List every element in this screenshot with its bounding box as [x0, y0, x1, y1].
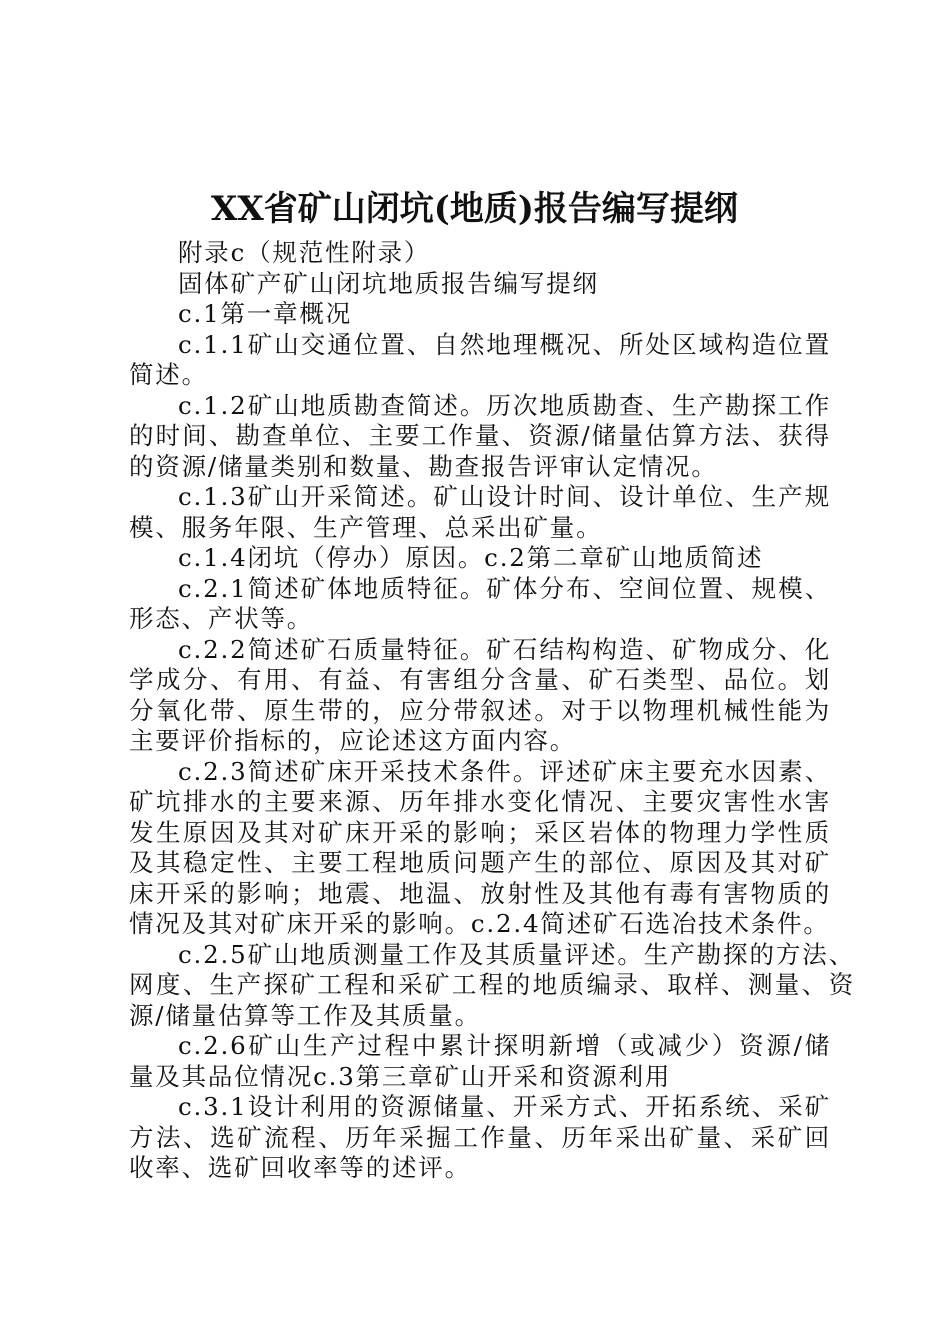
section-c-2-2: c.2.2简述矿石质量特征。矿石结构构造、矿物成分、化学成分、有用、有益、有害组分含量、矿石类型、品位。划分氧化带、原生带的，应分带叙述。对于以物理机械性能为主要评价指标的，应论述这方面内容。	[129, 634, 831, 755]
section-c-2-5: c.2.5矿山地质测量工作及其质量评述。生产勘探的方法、网度、生产探矿工程和采矿工程的地质编录、取样、测量、资源/储量估算等工作及其质量。	[129, 939, 855, 1030]
section-c-2-6: c.2.6矿山生产过程中累计探明新增（或减少）资源/储量及其品位情况c.3第三章矿山开采和资源利用	[129, 1031, 831, 1091]
section-c-2-1: c.2.1简述矿体地质特征。矿体分布、空间位置、规模、形态、产状等。	[129, 573, 831, 633]
chapter-1-heading: c.1第一章概况	[178, 299, 352, 328]
section-c-2-3: c.2.3简述矿床开采技术条件。评述矿床主要充水因素、矿坑排水的主要来源、历年排水变化情况、主要灾害性水害发生原因及其对矿床开采的影响；采区岩体的物理力学性质及其稳定性、主要工程地质问题产生的部位、原因及其对矿床开采的影响；地震、地温、放射性及其他有毒有害物质的情况及其对矿床开采的影响。c.2.4简述矿石选冶技术条件。	[129, 756, 831, 938]
section-c-1-4: c.1.4闭坑（停办）原因。c.2第二章矿山地质简述	[178, 543, 764, 572]
section-c-1-3: c.1.3矿山开采简述。矿山设计时间、设计单位、生产规模、服务年限、生产管理、总采出矿量。	[129, 482, 831, 542]
document-title: XX省矿山闭坑(地质)报告编写提纲	[211, 189, 738, 229]
document-page	[129, 186, 855, 1184]
section-c-1-1: c.1.1矿山交通位置、自然地理概况、所处区域构造位置简述。	[129, 329, 831, 389]
appendix-label: 附录c（规范性附录）	[178, 238, 431, 267]
section-c-1-2: c.1.2矿山地质勘查简述。历次地质勘查、生产勘探工作的时间、勘查单位、主要工作量、资源/储量估算方法、获得的资源/储量类别和数量、勘查报告评审认定情况。	[129, 390, 831, 481]
outline-subtitle: 固体矿产矿山闭坑地质报告编写提纲	[178, 268, 599, 298]
section-c-3-1: c.3.1设计利用的资源储量、开采方式、开拓系统、采矿方法、选矿流程、历年采掘工作量、历年采出矿量、采矿回收率、选矿回收率等的述评。	[129, 1092, 831, 1182]
